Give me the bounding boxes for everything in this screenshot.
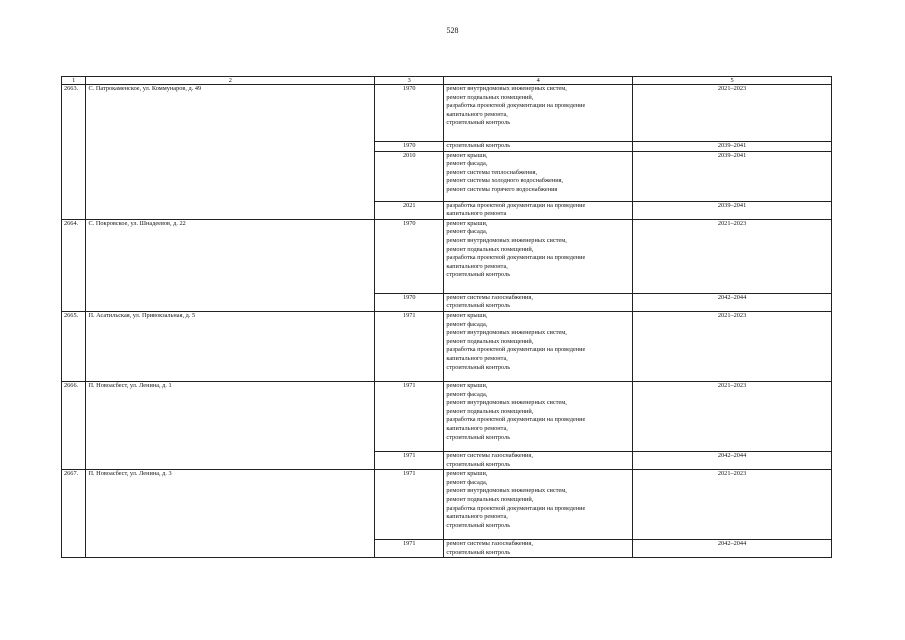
table-row — [62, 85, 832, 142]
table-row — [62, 381, 832, 451]
object-number-cell — [62, 201, 86, 219]
address-cell — [86, 151, 375, 201]
table-row — [62, 470, 832, 540]
address-cell: П. Асатильская, ул. Привокзальная, д. 5 — [86, 311, 375, 381]
address-cell: С. Покровское, ул. Шнадеевов, д. 22 — [86, 219, 375, 293]
column-number-header: 5 — [633, 77, 832, 85]
address-cell: П. Новоасбест, ул. Ленина, д. 3 — [86, 470, 375, 540]
address-cell — [86, 451, 375, 469]
object-number-cell: 2664. — [62, 219, 86, 293]
works-cell: ремонт крыши, ремонт фасада, ремонт внутридомовых инженерных систем, ремонт подвальных помещений, разработка проектной документации на проведение капитального ремонта, строительный контроль — [444, 311, 633, 381]
address-cell — [86, 201, 375, 219]
period-cell: 2042–2044 — [633, 451, 832, 469]
period-cell: 2039–2041 — [633, 142, 832, 152]
works-cell: ремонт внутридомовых инженерных систем, ремонт подвальных помещений, разработка проектной документации на проведение капитального ремонта, строительный контроль — [444, 85, 633, 142]
works-cell: ремонт системы газоснабжения, строительный контроль — [444, 540, 633, 558]
period-cell: 2039–2041 — [633, 201, 832, 219]
address-cell: С. Патрокаменское, ул. Коммунаров, д. 49 — [86, 85, 375, 142]
works-cell: разработка проектной документации на проведение капитального ремонта — [444, 201, 633, 219]
year-cell: 1970 — [375, 142, 444, 152]
object-number-cell — [62, 151, 86, 201]
capital-repair-table — [61, 76, 832, 558]
address-cell — [86, 293, 375, 311]
table-row — [62, 311, 832, 381]
address-cell: П. Новоасбест, ул. Ленина, д. 1 — [86, 381, 375, 451]
period-cell: 2021–2023 — [633, 219, 832, 293]
object-number-cell — [62, 451, 86, 469]
works-cell: ремонт крыши, ремонт фасада, ремонт внутридомовых инженерных систем, ремонт подвальных помещений, разработка проектной документации на проведение капитального ремонта, строительный контроль — [444, 219, 633, 293]
year-cell: 1971 — [375, 540, 444, 558]
table-row — [62, 293, 832, 311]
table-row — [62, 219, 832, 293]
year-cell: 1970 — [375, 293, 444, 311]
works-cell: ремонт системы газоснабжения, строительный контроль — [444, 451, 633, 469]
table-body — [62, 85, 832, 558]
object-number-cell — [62, 540, 86, 558]
period-cell: 2042–2044 — [633, 293, 832, 311]
address-cell — [86, 142, 375, 152]
page-number: 528 — [446, 26, 459, 35]
object-number-cell: 2665. — [62, 311, 86, 381]
table-row — [62, 451, 832, 469]
address-cell — [86, 540, 375, 558]
works-cell: ремонт крыши, ремонт фасада, ремонт системы теплоснабжения, ремонт системы холодного водоснабжения, ремонт системы горячего водоснабжения — [444, 151, 633, 201]
year-cell: 1970 — [375, 219, 444, 293]
column-number-row — [62, 77, 832, 85]
year-cell: 2021 — [375, 201, 444, 219]
period-cell: 2021–2023 — [633, 311, 832, 381]
year-cell: 1971 — [375, 311, 444, 381]
table-row — [62, 142, 832, 152]
column-number-header: 4 — [444, 77, 633, 85]
object-number-cell — [62, 293, 86, 311]
works-cell: ремонт крыши, ремонт фасада, ремонт внутридомовых инженерных систем, ремонт подвальных помещений, разработка проектной документации на проведение капитального ремонта, строительный контроль — [444, 470, 633, 540]
period-cell: 2039–2041 — [633, 151, 832, 201]
works-cell: ремонт крыши, ремонт фасада, ремонт внутридомовых инженерных систем, ремонт подвальных помещений, разработка проектной документации на проведение капитального ремонта, строительный контроль — [444, 381, 633, 451]
table-row — [62, 201, 832, 219]
period-cell: 2021–2023 — [633, 381, 832, 451]
object-number-cell: 2663. — [62, 85, 86, 142]
table-row — [62, 151, 832, 201]
year-cell: 1971 — [375, 470, 444, 540]
works-cell: строительный контроль — [444, 142, 633, 152]
year-cell: 1970 — [375, 85, 444, 142]
period-cell: 2021–2023 — [633, 470, 832, 540]
year-cell: 2010 — [375, 151, 444, 201]
object-number-cell — [62, 142, 86, 152]
year-cell: 1971 — [375, 451, 444, 469]
object-number-cell: 2666. — [62, 381, 86, 451]
table-row — [62, 540, 832, 558]
period-cell: 2021–2023 — [633, 85, 832, 142]
column-number-header: 2 — [86, 77, 375, 85]
year-cell: 1971 — [375, 381, 444, 451]
column-number-header: 3 — [375, 77, 444, 85]
column-number-header: 1 — [62, 77, 86, 85]
period-cell: 2042–2044 — [633, 540, 832, 558]
object-number-cell: 2667. — [62, 470, 86, 540]
works-cell: ремонт системы газоснабжения, строительный контроль — [444, 293, 633, 311]
